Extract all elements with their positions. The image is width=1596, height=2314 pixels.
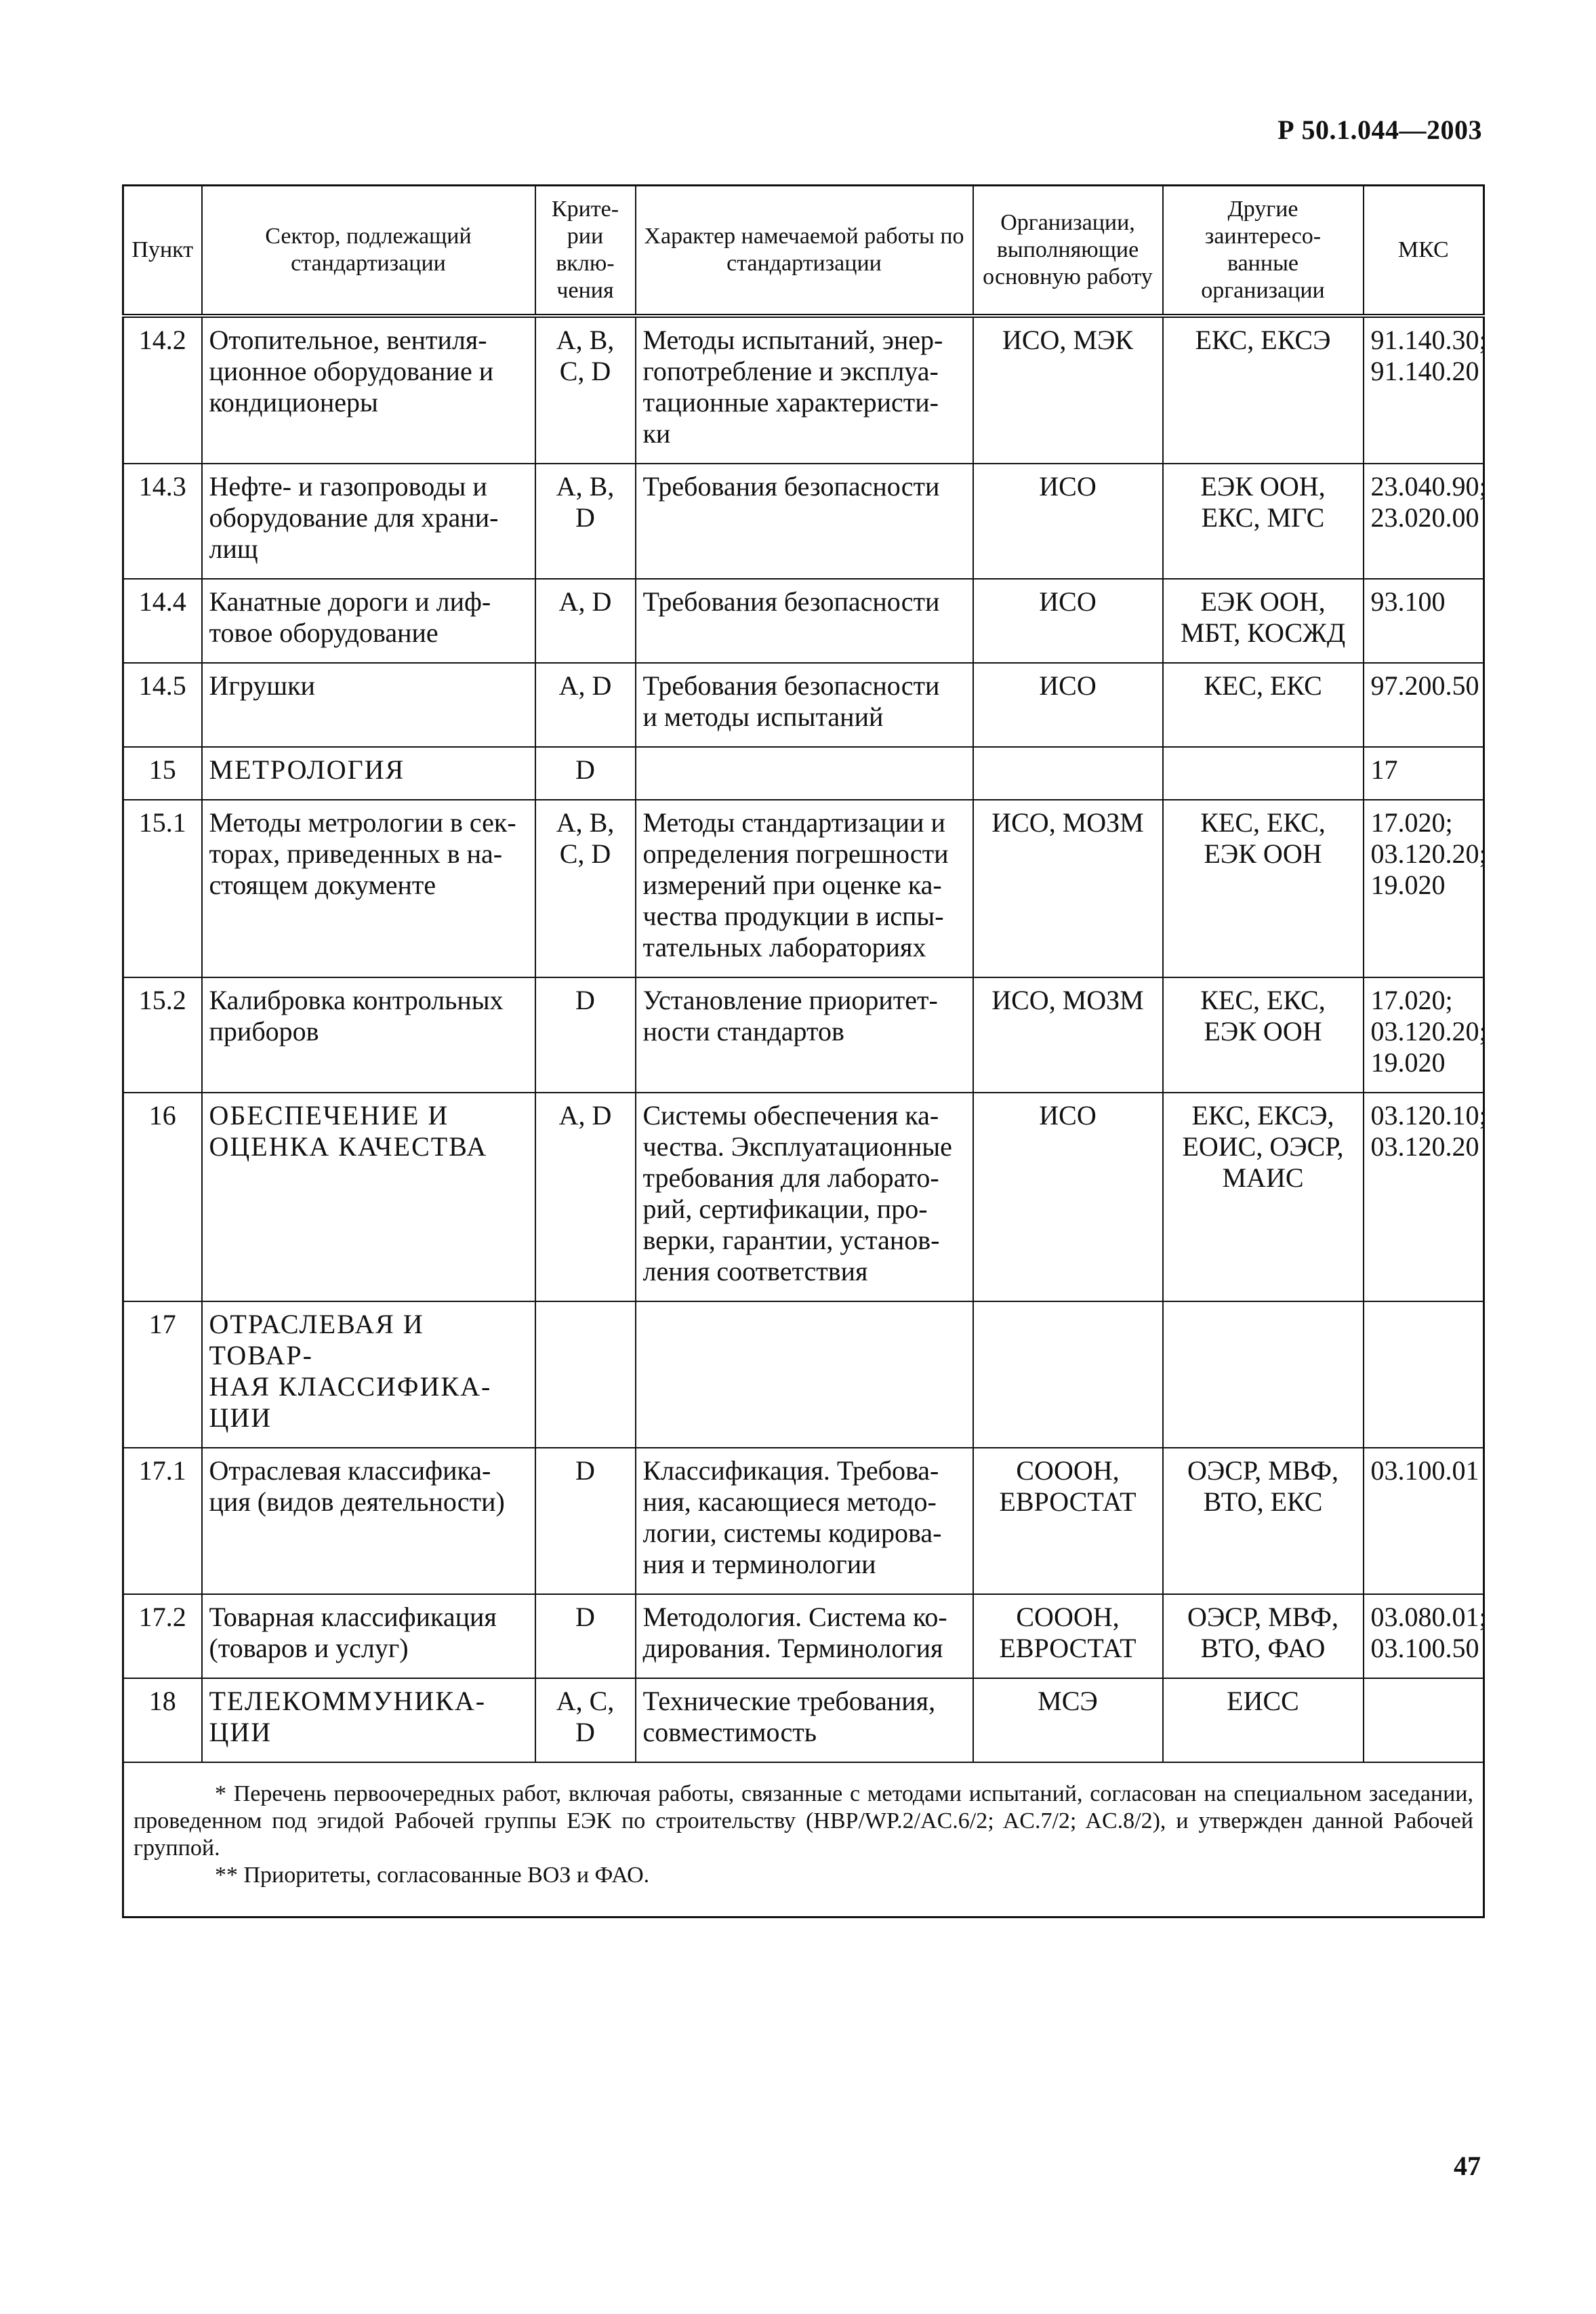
cell-criteria: D bbox=[535, 1448, 636, 1594]
cell-orgs: ИСО bbox=[973, 464, 1163, 579]
table-row bbox=[123, 1301, 1484, 1448]
cell-criteria: D bbox=[535, 1594, 636, 1678]
table-row bbox=[123, 977, 1484, 1093]
footnote-1: * Перечень первоочередных работ, включая работы, связанные с методами испытаний, согласован на специальном заседании, проведенном под эгидой Рабочей группы ЕЭК по строительству (HBP/WP.2/AC.6/2; AC.7/2; AC.8/2), и утвержден данной Рабочей группой. bbox=[134, 1781, 1473, 1861]
cell-criteria: А, D bbox=[535, 663, 636, 747]
col-header-mks: МКС bbox=[1364, 186, 1484, 317]
cell-punkt: 17.1 bbox=[123, 1448, 202, 1594]
cell-mks bbox=[1364, 1678, 1484, 1762]
cell-mks: 17.020; 03.120.20; 19.020 bbox=[1364, 977, 1484, 1093]
cell-criteria: А, В, С, D bbox=[535, 800, 636, 977]
cell-mks bbox=[1364, 1301, 1484, 1448]
standards-table bbox=[122, 184, 1485, 1918]
cell-mks: 03.120.10; 03.120.20 bbox=[1364, 1093, 1484, 1301]
cell-sector: Товарная классификация (товаров и услуг) bbox=[202, 1594, 535, 1678]
cell-punkt: 18 bbox=[123, 1678, 202, 1762]
cell-work: Классификация. Требова- ния, касающиеся методо- логии, системы кодирова- ния и терминологии bbox=[636, 1448, 973, 1594]
cell-criteria: D bbox=[535, 747, 636, 800]
cell-work: Методология. Система ко- дирования. Терминология bbox=[636, 1594, 973, 1678]
cell-criteria: D bbox=[535, 977, 636, 1093]
cell-sector: Отраслевая классифика- ция (видов деятельности) bbox=[202, 1448, 535, 1594]
cell-work: Требования безопасности bbox=[636, 579, 973, 663]
col-header-criteria: Крите- рии вклю- чения bbox=[535, 186, 636, 317]
table-row bbox=[123, 1093, 1484, 1301]
cell-sector: Методы метрологии в сек- торах, приведенных в на- стоящем документе bbox=[202, 800, 535, 977]
cell-punkt: 15 bbox=[123, 747, 202, 800]
cell-punkt: 17.2 bbox=[123, 1594, 202, 1678]
cell-mks: 17 bbox=[1364, 747, 1484, 800]
col-header-orgs: Организации, выполняющие основную работу bbox=[973, 186, 1163, 317]
cell-criteria: А, D bbox=[535, 1093, 636, 1301]
cell-sector: Нефте- и газопроводы и оборудование для храни- лищ bbox=[202, 464, 535, 579]
cell-orgs: СОООН, ЕВРОСТАТ bbox=[973, 1594, 1163, 1678]
cell-criteria: А, D bbox=[535, 579, 636, 663]
col-header-sector: Сектор, подлежащий стандартизации bbox=[202, 186, 535, 317]
cell-work: Технические требования, совместимость bbox=[636, 1678, 973, 1762]
cell-other-orgs: КЕС, ЕКС, ЕЭК ООН bbox=[1163, 977, 1364, 1093]
cell-mks: 03.080.01; 03.100.50 bbox=[1364, 1594, 1484, 1678]
cell-punkt: 14.5 bbox=[123, 663, 202, 747]
cell-criteria: А, В, С, D bbox=[535, 316, 636, 464]
cell-punkt: 15.2 bbox=[123, 977, 202, 1093]
cell-sector: МЕТРОЛОГИЯ bbox=[202, 747, 535, 800]
cell-other-orgs: КЕС, ЕКС bbox=[1163, 663, 1364, 747]
cell-work: Требования безопасности и методы испытаний bbox=[636, 663, 973, 747]
cell-sector: ТЕЛЕКОММУНИКА- ЦИИ bbox=[202, 1678, 535, 1762]
cell-criteria bbox=[535, 1301, 636, 1448]
cell-sector: ОБЕСПЕЧЕНИЕ И ОЦЕНКА КАЧЕСТВА bbox=[202, 1093, 535, 1301]
cell-other-orgs: ЕЭК ООН, МБТ, КОСЖД bbox=[1163, 579, 1364, 663]
cell-mks: 23.040.90; 23.020.00 bbox=[1364, 464, 1484, 579]
table-row bbox=[123, 1594, 1484, 1678]
cell-other-orgs: ОЭСР, МВФ, ВТО, ЕКС bbox=[1163, 1448, 1364, 1594]
cell-work: Методы испытаний, энер- гопотребление и эксплуа- тационные характеристи- ки bbox=[636, 316, 973, 464]
cell-orgs: ИСО bbox=[973, 579, 1163, 663]
cell-other-orgs: ЕКС, ЕКСЭ bbox=[1163, 316, 1364, 464]
cell-orgs bbox=[973, 1301, 1163, 1448]
table-row bbox=[123, 1448, 1484, 1594]
cell-orgs: СОООН, ЕВРОСТАТ bbox=[973, 1448, 1163, 1594]
table-row bbox=[123, 579, 1484, 663]
cell-punkt: 17 bbox=[123, 1301, 202, 1448]
col-header-other-orgs: Другие заинтересо- ванные организации bbox=[1163, 186, 1364, 317]
footnotes bbox=[123, 1762, 1484, 1917]
table-row bbox=[123, 1678, 1484, 1762]
cell-orgs: ИСО, МОЗМ bbox=[973, 977, 1163, 1093]
cell-mks: 93.100 bbox=[1364, 579, 1484, 663]
cell-other-orgs: КЕС, ЕКС, ЕЭК ООН bbox=[1163, 800, 1364, 977]
cell-work: Системы обеспечения ка- чества. Эксплуатационные требования для лаборато- рий, сертификации, про- верки, гарантии, установ- ления соответствия bbox=[636, 1093, 973, 1301]
document-code: Р 50.1.044—2003 bbox=[1277, 115, 1482, 145]
cell-mks: 17.020; 03.120.20; 19.020 bbox=[1364, 800, 1484, 977]
cell-orgs: ИСО, МОЗМ bbox=[973, 800, 1163, 977]
cell-orgs: ИСО bbox=[973, 663, 1163, 747]
cell-criteria: А, С, D bbox=[535, 1678, 636, 1762]
cell-punkt: 15.1 bbox=[123, 800, 202, 977]
cell-other-orgs: ЕИСС bbox=[1163, 1678, 1364, 1762]
cell-work bbox=[636, 1301, 973, 1448]
table-row bbox=[123, 316, 1484, 464]
cell-sector: ОТРАСЛЕВАЯ И ТОВАР- НАЯ КЛАССИФИКА- ЦИИ bbox=[202, 1301, 535, 1448]
table-header-row bbox=[123, 186, 1484, 317]
cell-other-orgs: ОЭСР, МВФ, ВТО, ФАО bbox=[1163, 1594, 1364, 1678]
cell-sector: Игрушки bbox=[202, 663, 535, 747]
cell-punkt: 16 bbox=[123, 1093, 202, 1301]
cell-other-orgs: ЕКС, ЕКСЭ, ЕОИС, ОЭСР, МАИС bbox=[1163, 1093, 1364, 1301]
cell-orgs bbox=[973, 747, 1163, 800]
footnote-2: ** Приоритеты, согласованные ВОЗ и ФАО. bbox=[215, 1863, 650, 1888]
cell-work: Установление приоритет- ности стандартов bbox=[636, 977, 973, 1093]
cell-orgs: ИСО, МЭК bbox=[973, 316, 1163, 464]
cell-punkt: 14.3 bbox=[123, 464, 202, 579]
cell-punkt: 14.4 bbox=[123, 579, 202, 663]
cell-orgs: МСЭ bbox=[973, 1678, 1163, 1762]
cell-work bbox=[636, 747, 973, 800]
cell-other-orgs bbox=[1163, 747, 1364, 800]
cell-mks: 91.140.30; 91.140.20 bbox=[1364, 316, 1484, 464]
table-row bbox=[123, 464, 1484, 579]
cell-work: Методы стандартизации и определения погрешности измерений при оценке ка- чества продукции в испы- тательных лабораториях bbox=[636, 800, 973, 977]
cell-other-orgs: ЕЭК ООН, ЕКС, МГС bbox=[1163, 464, 1364, 579]
table-row bbox=[123, 800, 1484, 977]
cell-sector: Отопительное, вентиля- ционное оборудование и кондиционеры bbox=[202, 316, 535, 464]
cell-mks: 97.200.50 bbox=[1364, 663, 1484, 747]
cell-criteria: А, В, D bbox=[535, 464, 636, 579]
page-number: 47 bbox=[1454, 2151, 1481, 2181]
cell-other-orgs bbox=[1163, 1301, 1364, 1448]
cell-punkt: 14.2 bbox=[123, 316, 202, 464]
cell-mks: 03.100.01 bbox=[1364, 1448, 1484, 1594]
cell-sector: Калибровка контрольных приборов bbox=[202, 977, 535, 1093]
cell-sector: Канатные дороги и лиф- товое оборудование bbox=[202, 579, 535, 663]
col-header-work: Характер намечаемой работы по стандартизации bbox=[636, 186, 973, 317]
col-header-punkt: Пункт bbox=[123, 186, 202, 317]
table-row bbox=[123, 663, 1484, 747]
table-row bbox=[123, 747, 1484, 800]
footnote-row bbox=[123, 1762, 1484, 1917]
cell-orgs: ИСО bbox=[973, 1093, 1163, 1301]
cell-work: Требования безопасности bbox=[636, 464, 973, 579]
